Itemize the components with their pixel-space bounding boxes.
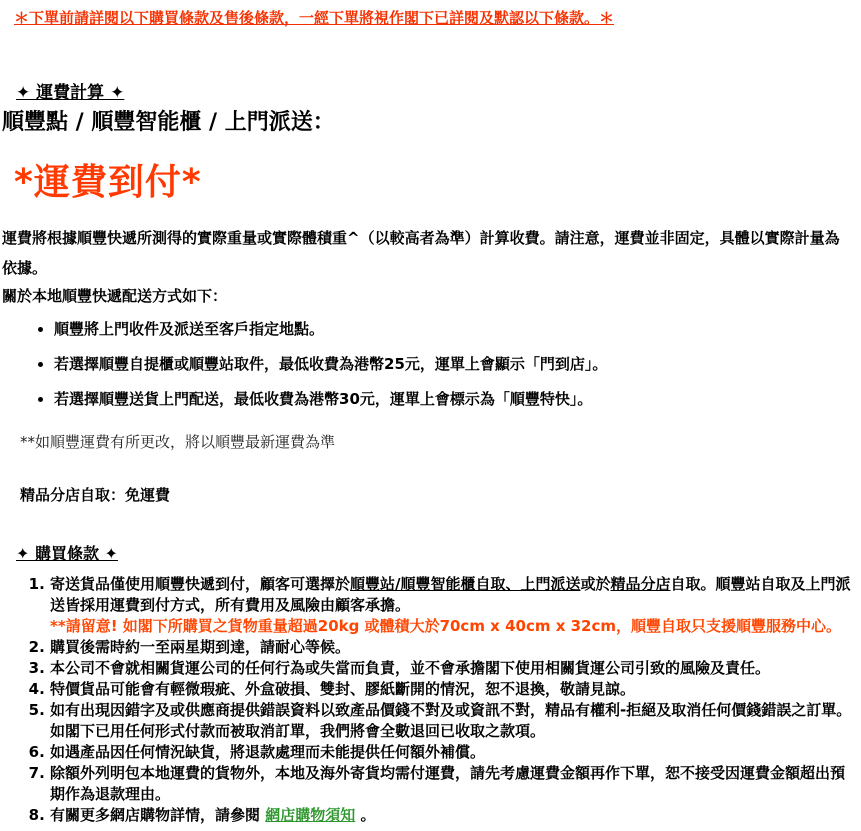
store-pickup-free-shipping: 精品分店自取：免運費 xyxy=(20,486,171,504)
term-8-text: 有關更多網店購物詳情，請參閱 xyxy=(50,806,266,824)
purchase-terms-list xyxy=(2,574,853,826)
delivery-intro: 關於本地順豐快遞配送方式如下： xyxy=(2,287,228,305)
weight-size-warning: **請留意! 如閣下所購買之貨物重量超過20kg 或體積大於70cm x 40cm x 32cm，順豐自取只支援順豐服務中心。 xyxy=(50,617,841,635)
term-8-text: 。 xyxy=(355,806,376,824)
term-1-text: 或於 xyxy=(580,575,611,593)
term-item-7: 7. 除額外列明包本地運費的貨物外，本地及海外寄貨均需付運費，請先考慮運費金額再作下單，恕不接受因運費金額超出預期作為退款理由。 xyxy=(50,763,853,805)
list-item: • 若選擇順豐自提櫃或順豐站取件，最低收費為港幣25元，運單上會顯示「門到店」。 xyxy=(54,354,853,375)
term-item-2: 2. 購買後需時約一至兩星期到達，請耐心等候。 xyxy=(50,637,853,658)
fee-change-note: **如順豐運費有所更改，將以順豐最新運費為準 xyxy=(20,433,336,451)
purchase-terms-heading: ✦ 購買條款 ✦ xyxy=(16,544,118,563)
list-item: • 若選擇順豐送貨上門配送，最低收費為港幣30元，運單上會標示為「順豐特快」。 xyxy=(54,389,853,410)
term-1-pickup-methods: 順豐站/順豐智能櫃自取、上門派送 xyxy=(350,575,581,593)
term-1-text: 自取。順豐站自取及上門派送皆採用運費到付方式，所有費用及風險由顧客承擔。 xyxy=(50,575,851,614)
online-shopping-guide-link[interactable]: 網店購物須知 xyxy=(265,806,356,824)
term-item-4: 4. 特價貨品可能會有輕微瑕疵、外盒破損、雙封、膠紙斷開的情況，恕不退換，敬請見諒。 xyxy=(50,679,853,700)
term-item-6: 6. 如遇產品因任何情況缺貨，將退款處理而未能提供任何額外補償。 xyxy=(50,742,853,763)
term-item-1 xyxy=(50,574,853,637)
shipping-calculation-heading: ✦ 運費計算 ✦ xyxy=(16,83,125,103)
pre-order-notice: ＊下單前請詳閱以下購買條款及售後條款，一經下單將視作閣下已詳閱及默認以下條款。＊ xyxy=(14,9,615,27)
term-1-boutique-store: 精品分店 xyxy=(610,575,671,593)
term-item-3: 3. 本公司不會就相關貨運公司的任何行為或失當而負責，並不會承擔閣下使用相關貨運公司引致的風險及責任。 xyxy=(50,658,853,679)
freight-collect-title: *運費到付* xyxy=(14,162,202,203)
delivery-methods-subheading: 順豐點 / 順豐智能櫃 / 上門派送： xyxy=(2,110,335,135)
term-item-8 xyxy=(50,805,853,826)
term-item-5: 5. 如有出現因錯字及或供應商提供錯誤資料以致產品價錢不對及或資訊不對，精品有權利-拒絕及取消任何價錢錯誤之訂單。如閣下已用任何形式付款而被取消訂單，我們將會全數退回已收取之款項。 xyxy=(50,700,853,742)
delivery-options-list xyxy=(2,319,853,410)
fee-calculation-paragraph: 運費將根據順豐快遞所測得的實際重量或實際體積重^（以較高者為準）計算收費。請注意，運費並非固定，具體以實際計量為依據。 xyxy=(2,229,840,277)
term-1-text: 寄送貨品僅使用順豐快遞到付，顧客可選擇於 xyxy=(50,575,351,593)
list-item: • 順豐將上門收件及派送至客戶指定地點。 xyxy=(54,319,853,340)
